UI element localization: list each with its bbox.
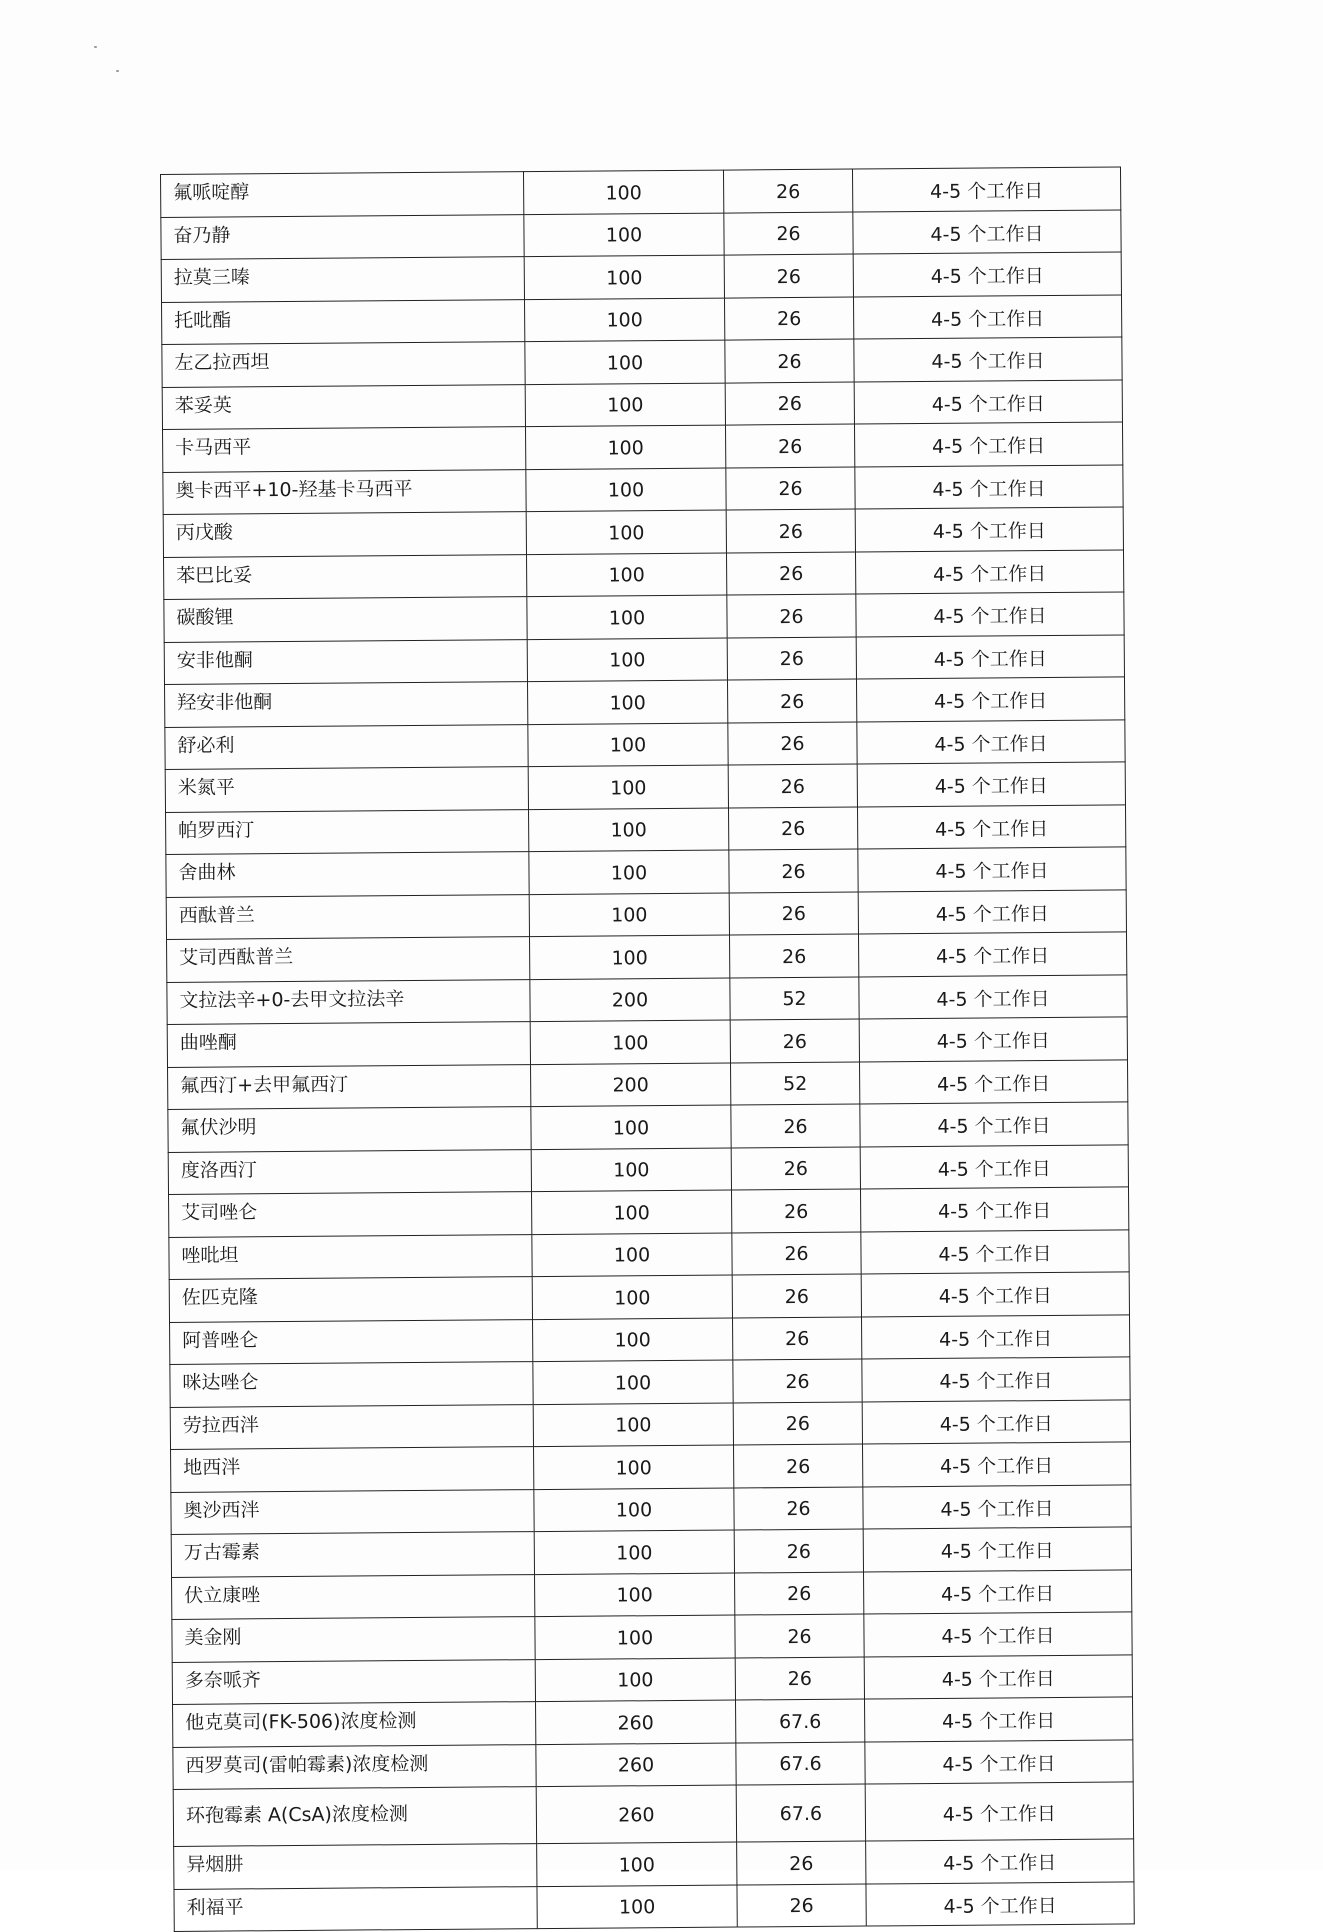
turnaround-cell: 4-5 个工作日 — [857, 719, 1125, 764]
turnaround-cell: 4-5 个工作日 — [854, 379, 1122, 424]
price-cell: 100 — [525, 383, 725, 427]
drug-name-cell: 羟安非他酮 — [165, 682, 528, 727]
table-row — [168, 1144, 1128, 1194]
drug-name-cell: 西酞普兰 — [166, 894, 529, 939]
turnaround-cell: 4-5 个工作日 — [861, 1272, 1129, 1317]
price-cell: 260 — [536, 1785, 736, 1844]
table-row — [161, 209, 1121, 259]
value-cell: 26 — [724, 297, 853, 341]
price-cell: 100 — [525, 340, 725, 384]
table-row — [169, 1272, 1129, 1322]
drug-name-cell: 文拉法辛+0-去甲文拉法辛 — [167, 979, 530, 1024]
price-cell: 100 — [527, 680, 727, 724]
drug-name-cell: 美金刚 — [172, 1617, 535, 1662]
drug-name-cell: 卡马西平 — [163, 427, 526, 472]
price-cell: 100 — [534, 1530, 734, 1574]
turnaround-cell: 4-5 个工作日 — [864, 1697, 1132, 1742]
price-cell: 100 — [524, 298, 724, 342]
value-cell: 52 — [730, 977, 859, 1021]
drug-name-cell: 劳拉西泮 — [170, 1404, 533, 1449]
drug-name-cell: 艾司唑仑 — [169, 1192, 532, 1237]
value-cell: 26 — [727, 637, 856, 681]
turnaround-cell: 4-5 个工作日 — [858, 847, 1126, 892]
value-cell: 26 — [726, 467, 855, 511]
turnaround-cell: 4-5 个工作日 — [860, 1187, 1128, 1232]
table-row — [162, 379, 1122, 429]
turnaround-cell: 4-5 个工作日 — [854, 422, 1122, 467]
drug-name-cell: 佐匹克隆 — [169, 1277, 532, 1322]
drug-name-cell: 唑吡坦 — [169, 1234, 532, 1279]
drug-name-cell: 奥卡西平+10-羟基卡马西平 — [163, 469, 526, 514]
value-cell: 67.6 — [736, 1784, 865, 1842]
value-cell: 26 — [726, 552, 855, 596]
turnaround-cell: 4-5 个工作日 — [864, 1612, 1132, 1657]
value-cell: 26 — [727, 679, 856, 723]
price-cell: 100 — [534, 1445, 734, 1489]
drug-name-cell: 丙戊酸 — [163, 512, 526, 557]
value-cell: 26 — [732, 1232, 861, 1276]
price-cell: 100 — [526, 510, 726, 554]
price-cell: 200 — [530, 978, 730, 1022]
table-row — [170, 1399, 1130, 1449]
table-row — [172, 1654, 1132, 1704]
value-cell: 26 — [732, 1317, 861, 1361]
drug-name-cell: 利福平 — [174, 1886, 537, 1931]
drug-name-cell: 苯妥英 — [162, 384, 525, 429]
table-row — [167, 1017, 1127, 1067]
table-row — [172, 1612, 1132, 1662]
drug-name-cell: 拉莫三嗪 — [161, 257, 524, 302]
turnaround-cell: 4-5 个工作日 — [862, 1357, 1130, 1402]
value-cell: 52 — [730, 1062, 859, 1106]
drug-name-cell: 舒必利 — [165, 724, 528, 769]
table-row — [165, 677, 1125, 727]
table-row — [165, 762, 1125, 812]
drug-name-cell: 异烟肼 — [174, 1844, 537, 1889]
table-row — [161, 252, 1121, 302]
price-cell: 100 — [527, 595, 727, 639]
value-cell: 67.6 — [736, 1699, 865, 1743]
value-cell: 26 — [735, 1572, 864, 1616]
table-row — [171, 1442, 1131, 1492]
drug-name-cell: 曲唑酮 — [167, 1022, 530, 1067]
value-cell: 26 — [733, 1359, 862, 1403]
value-cell: 26 — [732, 1274, 861, 1318]
drug-name-cell: 万古霉素 — [171, 1532, 534, 1577]
value-cell: 26 — [723, 169, 852, 213]
value-cell: 26 — [728, 807, 857, 851]
turnaround-cell: 4-5 个工作日 — [856, 634, 1124, 679]
price-cell: 100 — [528, 765, 728, 809]
value-cell: 26 — [735, 1614, 864, 1658]
price-cell: 100 — [529, 893, 729, 937]
drug-name-cell: 咪达唑仑 — [170, 1362, 533, 1407]
scan-speck — [94, 46, 97, 48]
price-cell: 100 — [531, 1148, 731, 1192]
turnaround-cell: 4-5 个工作日 — [858, 889, 1126, 934]
drug-name-cell: 奋乃静 — [161, 214, 524, 259]
turnaround-cell: 4-5 个工作日 — [859, 974, 1127, 1019]
price-cell: 100 — [528, 808, 728, 852]
price-cell: 100 — [535, 1658, 735, 1702]
value-cell: 26 — [731, 1189, 860, 1233]
drug-name-cell: 碳酸锂 — [164, 597, 527, 642]
price-cell: 100 — [529, 850, 729, 894]
price-cell: 100 — [533, 1403, 733, 1447]
turnaround-cell: 4-5 个工作日 — [857, 804, 1125, 849]
table-row — [164, 634, 1124, 684]
drug-name-cell: 他克莫司(FK-506)浓度检测 — [173, 1702, 536, 1747]
turnaround-cell: 4-5 个工作日 — [863, 1484, 1131, 1529]
price-cell: 100 — [537, 1842, 737, 1886]
price-cell: 100 — [523, 170, 723, 214]
drug-name-cell: 左乙拉西坦 — [162, 342, 525, 387]
drug-name-cell: 艾司西酞普兰 — [167, 937, 530, 982]
table-row — [163, 422, 1123, 472]
drug-name-cell: 奥沙西泮 — [171, 1489, 534, 1534]
turnaround-cell: 4-5 个工作日 — [858, 932, 1126, 977]
value-cell: 26 — [726, 509, 855, 553]
turnaround-cell: 4-5 个工作日 — [865, 1739, 1133, 1784]
table-row — [166, 804, 1126, 854]
drug-name-cell: 地西泮 — [171, 1447, 534, 1492]
price-cell: 100 — [533, 1318, 733, 1362]
value-cell: 26 — [733, 1402, 862, 1446]
price-cell: 100 — [528, 723, 728, 767]
table-row — [173, 1697, 1133, 1747]
table-row — [171, 1527, 1131, 1577]
table-row — [164, 592, 1124, 642]
price-cell: 100 — [534, 1488, 734, 1532]
turnaround-cell: 4-5 个工作日 — [864, 1654, 1132, 1699]
price-cell: 100 — [532, 1275, 732, 1319]
drug-name-cell: 氟西汀+去甲氟西汀 — [168, 1064, 531, 1109]
drug-name-cell: 氟哌啶醇 — [161, 172, 524, 217]
table-row — [174, 1839, 1134, 1889]
table-row — [163, 464, 1123, 514]
drug-name-cell: 苯巴比妥 — [164, 554, 527, 599]
table-row — [167, 932, 1127, 982]
turnaround-cell: 4-5 个工作日 — [856, 677, 1124, 722]
table-row — [166, 889, 1126, 939]
price-cell: 100 — [526, 468, 726, 512]
value-cell: 26 — [730, 1019, 859, 1063]
table-body — [161, 167, 1135, 1931]
value-cell: 26 — [735, 1657, 864, 1701]
turnaround-cell: 4-5 个工作日 — [862, 1399, 1130, 1444]
table-row — [163, 507, 1123, 557]
turnaround-cell: 4-5 个工作日 — [859, 1017, 1127, 1062]
table-row — [164, 549, 1124, 599]
turnaround-cell: 4-5 个工作日 — [853, 252, 1121, 297]
value-cell: 26 — [737, 1841, 866, 1885]
price-cell: 100 — [532, 1190, 732, 1234]
price-cell: 260 — [536, 1700, 736, 1744]
price-cell: 100 — [530, 935, 730, 979]
drug-name-cell: 伏立康唑 — [172, 1574, 535, 1619]
table-row — [162, 294, 1122, 344]
drug-name-cell: 度洛西汀 — [168, 1149, 531, 1194]
turnaround-cell: 4-5 个工作日 — [861, 1314, 1129, 1359]
table-row — [170, 1314, 1130, 1364]
value-cell: 26 — [731, 1147, 860, 1191]
turnaround-cell: 4-5 个工作日 — [863, 1569, 1131, 1614]
turnaround-cell: 4-5 个工作日 — [853, 294, 1121, 339]
turnaround-cell: 4-5 个工作日 — [859, 1059, 1127, 1104]
drug-name-cell: 安非他酮 — [164, 639, 527, 684]
turnaround-cell: 4-5 个工作日 — [855, 507, 1123, 552]
price-cell: 100 — [530, 1020, 730, 1064]
turnaround-cell: 4-5 个工作日 — [852, 167, 1120, 212]
price-cell: 100 — [533, 1360, 733, 1404]
value-cell: 26 — [729, 849, 858, 893]
drug-name-cell: 氟伏沙明 — [168, 1107, 531, 1152]
price-cell: 100 — [532, 1233, 732, 1277]
value-cell: 26 — [734, 1487, 863, 1531]
turnaround-cell: 4-5 个工作日 — [857, 762, 1125, 807]
price-cell: 100 — [535, 1573, 735, 1617]
turnaround-cell: 4-5 个工作日 — [853, 209, 1121, 254]
table-row — [167, 974, 1127, 1024]
value-cell: 26 — [725, 424, 854, 468]
drug-name-cell: 西罗莫司(雷帕霉素)浓度检测 — [173, 1744, 536, 1789]
price-cell: 100 — [531, 1105, 731, 1149]
value-cell: 26 — [729, 892, 858, 936]
table-row — [173, 1782, 1133, 1847]
turnaround-cell: 4-5 个工作日 — [865, 1782, 1133, 1841]
value-cell: 26 — [725, 339, 854, 383]
turnaround-cell: 4-5 个工作日 — [860, 1144, 1128, 1189]
table-row — [174, 1881, 1134, 1931]
drug-name-cell: 帕罗西汀 — [166, 809, 529, 854]
table-row — [169, 1229, 1129, 1279]
table-row — [168, 1059, 1128, 1109]
price-cell: 100 — [535, 1615, 735, 1659]
table-row — [166, 847, 1126, 897]
value-cell: 26 — [731, 1104, 860, 1148]
price-cell: 200 — [531, 1063, 731, 1107]
scan-speck — [116, 70, 119, 72]
value-cell: 26 — [725, 382, 854, 426]
test-price-table — [160, 166, 1135, 1931]
price-cell: 100 — [537, 1885, 737, 1929]
drug-name-cell: 环孢霉素 A(CsA)浓度检测 — [173, 1787, 536, 1847]
turnaround-cell: 4-5 个工作日 — [855, 464, 1123, 509]
turnaround-cell: 4-5 个工作日 — [863, 1527, 1131, 1572]
value-cell: 26 — [734, 1529, 863, 1573]
table-row — [162, 337, 1122, 387]
price-cell: 100 — [526, 553, 726, 597]
price-cell: 100 — [527, 638, 727, 682]
price-cell: 260 — [536, 1743, 736, 1787]
price-cell: 100 — [524, 255, 724, 299]
price-cell: 100 — [524, 213, 724, 257]
table-row — [173, 1739, 1133, 1789]
table-row — [172, 1569, 1132, 1619]
drug-name-cell: 托吡酯 — [162, 299, 525, 344]
turnaround-cell: 4-5 个工作日 — [866, 1881, 1134, 1926]
turnaround-cell: 4-5 个工作日 — [861, 1229, 1129, 1274]
value-cell: 26 — [737, 1884, 866, 1928]
table-row — [170, 1357, 1130, 1407]
drug-name-cell: 多奈哌齐 — [172, 1659, 535, 1704]
value-cell: 67.6 — [736, 1742, 865, 1786]
turnaround-cell: 4-5 个工作日 — [860, 1102, 1128, 1147]
turnaround-cell: 4-5 个工作日 — [854, 337, 1122, 382]
turnaround-cell: 4-5 个工作日 — [866, 1839, 1134, 1884]
table-row — [165, 719, 1125, 769]
drug-name-cell: 米氮平 — [165, 767, 528, 812]
drug-name-cell: 阿普唑仑 — [170, 1319, 533, 1364]
turnaround-cell: 4-5 个工作日 — [862, 1442, 1130, 1487]
drug-name-cell: 舍曲林 — [166, 852, 529, 897]
value-cell: 26 — [727, 594, 856, 638]
table-row — [168, 1102, 1128, 1152]
table-row — [169, 1187, 1129, 1237]
price-cell: 100 — [525, 425, 725, 469]
table-row — [171, 1484, 1131, 1534]
value-cell: 26 — [728, 764, 857, 808]
value-cell: 26 — [728, 722, 857, 766]
value-cell: 26 — [734, 1444, 863, 1488]
value-cell: 26 — [729, 934, 858, 978]
turnaround-cell: 4-5 个工作日 — [855, 549, 1123, 594]
table-row — [161, 167, 1121, 217]
turnaround-cell: 4-5 个工作日 — [856, 592, 1124, 637]
value-cell: 26 — [724, 212, 853, 256]
value-cell: 26 — [724, 254, 853, 298]
